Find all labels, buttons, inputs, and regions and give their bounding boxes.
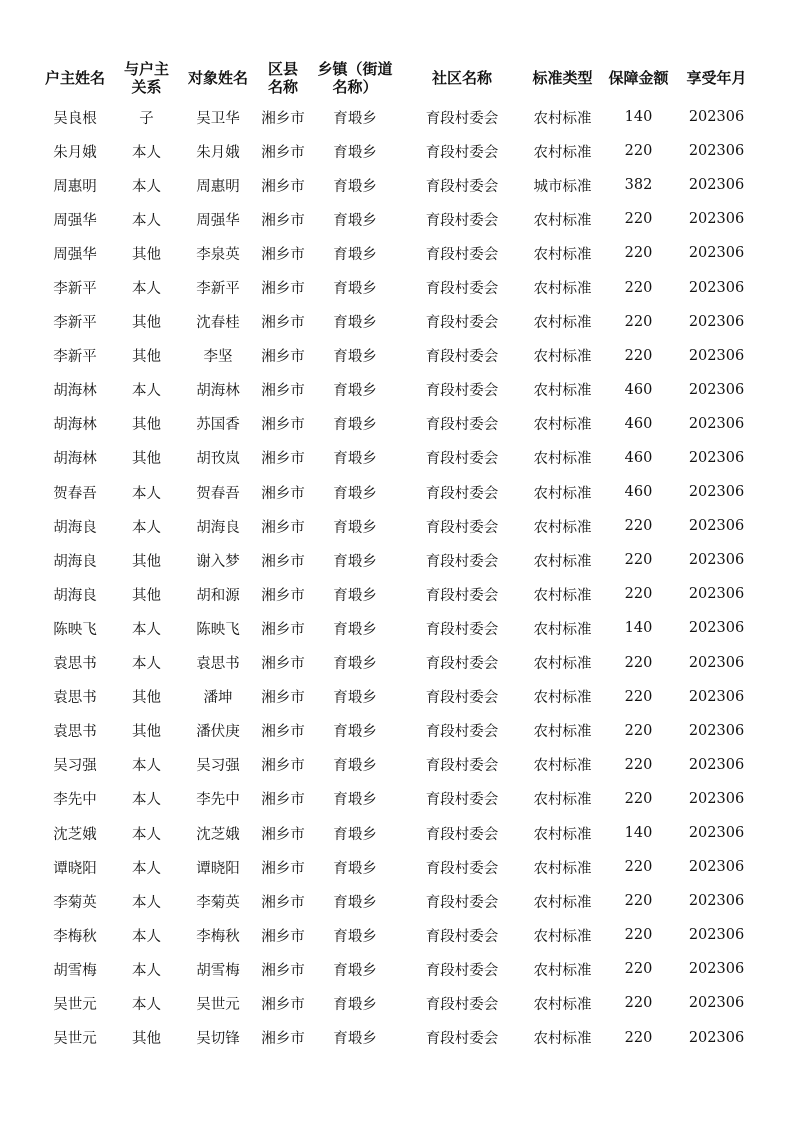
relation-cell: 其他 [132, 690, 161, 707]
table-row [36, 475, 758, 509]
header-relation: 与户主 关系 [123, 60, 169, 96]
householder-name-cell: 胡海良 [53, 587, 97, 604]
period-cell: 202306 [688, 654, 745, 671]
community-cell: 育段村委会 [425, 281, 499, 298]
county-cell: 湘乡市 [261, 724, 305, 741]
relation-cell: 本人 [132, 758, 161, 775]
community-cell: 育段村委会 [425, 110, 499, 127]
standard-type-cell: 农村标准 [533, 758, 592, 775]
amount-cell: 220 [624, 586, 653, 603]
header-householder-name: 户主姓名 [44, 69, 105, 87]
county-cell: 湘乡市 [261, 281, 305, 298]
householder-name-cell: 袁思书 [53, 656, 97, 673]
community-cell: 育段村委会 [425, 621, 499, 638]
township-cell: 育塅乡 [333, 962, 377, 979]
header-standard-type: 标准类型 [532, 69, 593, 87]
county-cell: 湘乡市 [261, 383, 305, 400]
township-cell: 育塅乡 [333, 451, 377, 468]
table-row [36, 952, 758, 986]
relation-cell: 本人 [132, 519, 161, 536]
amount-cell: 220 [624, 245, 653, 262]
county-cell: 湘乡市 [261, 621, 305, 638]
recipient-name-cell: 胡雪梅 [196, 962, 240, 979]
recipient-name-cell: 陈映飞 [196, 621, 240, 638]
relation-cell: 其他 [132, 246, 161, 263]
county-cell: 湘乡市 [261, 451, 305, 468]
standard-type-cell: 农村标准 [533, 519, 592, 536]
period-cell: 202306 [688, 109, 745, 126]
relation-cell: 本人 [132, 792, 161, 809]
relation-cell: 本人 [132, 212, 161, 229]
period-cell: 202306 [688, 143, 745, 160]
county-cell: 湘乡市 [261, 928, 305, 945]
householder-name-cell: 吴世元 [53, 996, 97, 1013]
township-cell: 育塅乡 [333, 758, 377, 775]
township-cell: 育塅乡 [333, 281, 377, 298]
relation-cell: 子 [139, 110, 154, 127]
period-cell: 202306 [688, 381, 745, 398]
township-cell: 育塅乡 [333, 485, 377, 502]
householder-name-cell: 李菊英 [53, 894, 97, 911]
recipient-name-cell: 沈芝娥 [196, 826, 240, 843]
standard-type-cell: 农村标准 [533, 417, 592, 434]
community-cell: 育段村委会 [425, 144, 499, 161]
community-cell: 育段村委会 [425, 212, 499, 229]
relation-cell: 其他 [132, 553, 161, 570]
table-row [36, 134, 758, 168]
householder-name-cell: 陈映飞 [53, 621, 97, 638]
county-cell: 湘乡市 [261, 178, 305, 195]
header-county: 区县 名称 [267, 60, 298, 96]
county-cell: 湘乡市 [261, 962, 305, 979]
table-row [36, 305, 758, 339]
table-row [36, 714, 758, 748]
county-cell: 湘乡市 [261, 996, 305, 1013]
amount-cell: 140 [624, 825, 653, 842]
householder-name-cell: 胡海林 [53, 383, 97, 400]
township-cell: 育塅乡 [333, 724, 377, 741]
county-cell: 湘乡市 [261, 417, 305, 434]
standard-type-cell: 农村标准 [533, 349, 592, 366]
community-cell: 育段村委会 [425, 519, 499, 536]
township-cell: 育塅乡 [333, 110, 377, 127]
recipient-name-cell: 谭晓阳 [196, 860, 240, 877]
community-cell: 育段村委会 [425, 349, 499, 366]
recipient-name-cell: 朱月娥 [196, 144, 240, 161]
county-cell: 湘乡市 [261, 656, 305, 673]
relation-cell: 本人 [132, 860, 161, 877]
township-cell: 育塅乡 [333, 621, 377, 638]
period-cell: 202306 [688, 518, 745, 535]
amount-cell: 220 [624, 927, 653, 944]
amount-cell: 220 [624, 313, 653, 330]
period-cell: 202306 [688, 313, 745, 330]
standard-type-cell: 农村标准 [533, 144, 592, 161]
period-cell: 202306 [688, 211, 745, 228]
standard-type-cell: 农村标准 [533, 894, 592, 911]
county-cell: 湘乡市 [261, 519, 305, 536]
standard-type-cell: 农村标准 [533, 281, 592, 298]
community-cell: 育段村委会 [425, 383, 499, 400]
table-row [36, 100, 758, 134]
amount-cell: 220 [624, 518, 653, 535]
county-cell: 湘乡市 [261, 860, 305, 877]
amount-cell: 382 [624, 177, 653, 194]
community-cell: 育段村委会 [425, 928, 499, 945]
householder-name-cell: 李新平 [53, 315, 97, 332]
householder-name-cell: 周强华 [53, 246, 97, 263]
amount-cell: 220 [624, 552, 653, 569]
township-cell: 育塅乡 [333, 178, 377, 195]
recipient-name-cell: 李菊英 [196, 894, 240, 911]
householder-name-cell: 李新平 [53, 349, 97, 366]
recipient-name-cell: 谢入梦 [196, 553, 240, 570]
township-cell: 育塅乡 [333, 996, 377, 1013]
standard-type-cell: 农村标准 [533, 621, 592, 638]
standard-type-cell: 农村标准 [533, 792, 592, 809]
township-cell: 育塅乡 [333, 212, 377, 229]
township-cell: 育塅乡 [333, 383, 377, 400]
recipient-name-cell: 胡和源 [196, 587, 240, 604]
period-cell: 202306 [688, 484, 745, 501]
householder-name-cell: 胡雪梅 [53, 962, 97, 979]
recipient-name-cell: 吴习强 [196, 758, 240, 775]
amount-cell: 220 [624, 1029, 653, 1046]
community-cell: 育段村委会 [425, 417, 499, 434]
table-row [36, 441, 758, 475]
relation-cell: 其他 [132, 1031, 161, 1048]
community-cell: 育段村委会 [425, 587, 499, 604]
period-cell: 202306 [688, 620, 745, 637]
recipient-name-cell: 李泉英 [196, 246, 240, 263]
amount-cell: 140 [624, 620, 653, 637]
table-row [36, 270, 758, 304]
header-period: 享受年月 [686, 69, 747, 87]
standard-type-cell: 农村标准 [533, 996, 592, 1013]
recipient-name-cell: 胡攼岚 [196, 451, 240, 468]
relation-cell: 本人 [132, 281, 161, 298]
recipient-name-cell: 潘坤 [203, 690, 233, 707]
county-cell: 湘乡市 [261, 690, 305, 707]
relation-cell: 其他 [132, 315, 161, 332]
table-row [36, 782, 758, 816]
county-cell: 湘乡市 [261, 315, 305, 332]
standard-type-cell: 城市标准 [533, 178, 592, 195]
relation-cell: 本人 [132, 928, 161, 945]
householder-name-cell: 吴习强 [53, 758, 97, 775]
period-cell: 202306 [688, 449, 745, 466]
county-cell: 湘乡市 [261, 758, 305, 775]
community-cell: 育段村委会 [425, 894, 499, 911]
period-cell: 202306 [688, 552, 745, 569]
community-cell: 育段村委会 [425, 724, 499, 741]
township-cell: 育塅乡 [333, 349, 377, 366]
recipient-name-cell: 苏国香 [196, 417, 240, 434]
county-cell: 湘乡市 [261, 587, 305, 604]
relation-cell: 其他 [132, 451, 161, 468]
county-cell: 湘乡市 [261, 349, 305, 366]
standard-type-cell: 农村标准 [533, 656, 592, 673]
relation-cell: 本人 [132, 996, 161, 1013]
period-cell: 202306 [688, 859, 745, 876]
relief-roster-sheet [36, 56, 758, 1055]
standard-type-cell: 农村标准 [533, 587, 592, 604]
amount-cell: 220 [624, 790, 653, 807]
relation-cell: 其他 [132, 724, 161, 741]
householder-name-cell: 朱月娥 [53, 144, 97, 161]
table-row [36, 850, 758, 884]
recipient-name-cell: 周惠明 [196, 178, 240, 195]
county-cell: 湘乡市 [261, 246, 305, 263]
period-cell: 202306 [688, 347, 745, 364]
relation-cell: 本人 [132, 178, 161, 195]
standard-type-cell: 农村标准 [533, 1031, 592, 1048]
table-row [36, 543, 758, 577]
recipient-name-cell: 吴卫华 [196, 110, 240, 127]
householder-name-cell: 胡海良 [53, 553, 97, 570]
period-cell: 202306 [688, 825, 745, 842]
township-cell: 育塅乡 [333, 656, 377, 673]
county-cell: 湘乡市 [261, 826, 305, 843]
period-cell: 202306 [688, 893, 745, 910]
township-cell: 育塅乡 [333, 144, 377, 161]
period-cell: 202306 [688, 177, 745, 194]
header-row [36, 56, 758, 100]
table-row [36, 1021, 758, 1055]
relation-cell: 本人 [132, 962, 161, 979]
period-cell: 202306 [688, 1029, 745, 1046]
township-cell: 育塅乡 [333, 894, 377, 911]
amount-cell: 220 [624, 654, 653, 671]
amount-cell: 460 [624, 415, 653, 432]
amount-cell: 220 [624, 347, 653, 364]
relation-cell: 其他 [132, 587, 161, 604]
amount-cell: 220 [624, 279, 653, 296]
county-cell: 湘乡市 [261, 894, 305, 911]
relation-cell: 本人 [132, 826, 161, 843]
table-row [36, 816, 758, 850]
table-row [36, 986, 758, 1020]
standard-type-cell: 农村标准 [533, 553, 592, 570]
header-recipient-name: 对象姓名 [187, 69, 248, 87]
community-cell: 育段村委会 [425, 962, 499, 979]
householder-name-cell: 李梅秋 [53, 928, 97, 945]
community-cell: 育段村委会 [425, 485, 499, 502]
county-cell: 湘乡市 [261, 792, 305, 809]
amount-cell: 220 [624, 143, 653, 160]
county-cell: 湘乡市 [261, 553, 305, 570]
community-cell: 育段村委会 [425, 178, 499, 195]
standard-type-cell: 农村标准 [533, 962, 592, 979]
householder-name-cell: 贺春吾 [53, 485, 97, 502]
community-cell: 育段村委会 [425, 860, 499, 877]
county-cell: 湘乡市 [261, 1031, 305, 1048]
recipient-name-cell: 李新平 [196, 281, 240, 298]
community-cell: 育段村委会 [425, 792, 499, 809]
standard-type-cell: 农村标准 [533, 451, 592, 468]
recipient-name-cell: 胡海林 [196, 383, 240, 400]
period-cell: 202306 [688, 995, 745, 1012]
table-row [36, 202, 758, 236]
relation-cell: 本人 [132, 656, 161, 673]
amount-cell: 460 [624, 484, 653, 501]
amount-cell: 460 [624, 449, 653, 466]
township-cell: 育塅乡 [333, 315, 377, 332]
recipient-name-cell: 贺春吾 [196, 485, 240, 502]
header-amount: 保障金额 [608, 69, 669, 87]
table-row [36, 680, 758, 714]
relation-cell: 本人 [132, 485, 161, 502]
header-community: 社区名称 [431, 69, 492, 87]
table-row [36, 407, 758, 441]
relation-cell: 其他 [132, 349, 161, 366]
community-cell: 育段村委会 [425, 246, 499, 263]
township-cell: 育塅乡 [333, 928, 377, 945]
period-cell: 202306 [688, 722, 745, 739]
community-cell: 育段村委会 [425, 758, 499, 775]
householder-name-cell: 沈芝娥 [53, 826, 97, 843]
householder-name-cell: 胡海良 [53, 519, 97, 536]
community-cell: 育段村委会 [425, 1031, 499, 1048]
period-cell: 202306 [688, 961, 745, 978]
recipient-name-cell: 李先中 [196, 792, 240, 809]
standard-type-cell: 农村标准 [533, 690, 592, 707]
county-cell: 湘乡市 [261, 485, 305, 502]
township-cell: 育塅乡 [333, 792, 377, 809]
amount-cell: 220 [624, 893, 653, 910]
relation-cell: 其他 [132, 417, 161, 434]
householder-name-cell: 周惠明 [53, 178, 97, 195]
period-cell: 202306 [688, 586, 745, 603]
period-cell: 202306 [688, 790, 745, 807]
householder-name-cell: 袁思书 [53, 724, 97, 741]
community-cell: 育段村委会 [425, 826, 499, 843]
recipient-name-cell: 沈春桂 [196, 315, 240, 332]
table-row [36, 884, 758, 918]
amount-cell: 220 [624, 756, 653, 773]
standard-type-cell: 农村标准 [533, 212, 592, 229]
amount-cell: 220 [624, 211, 653, 228]
householder-name-cell: 袁思书 [53, 690, 97, 707]
table-row [36, 168, 758, 202]
recipient-name-cell: 李坚 [203, 349, 233, 366]
period-cell: 202306 [688, 756, 745, 773]
recipient-name-cell: 吴切锋 [196, 1031, 240, 1048]
householder-name-cell: 吴世元 [53, 1031, 97, 1048]
relation-cell: 本人 [132, 621, 161, 638]
community-cell: 育段村委会 [425, 553, 499, 570]
township-cell: 育塅乡 [333, 246, 377, 263]
county-cell: 湘乡市 [261, 110, 305, 127]
amount-cell: 220 [624, 961, 653, 978]
township-cell: 育塅乡 [333, 553, 377, 570]
township-cell: 育塅乡 [333, 417, 377, 434]
recipient-name-cell: 吴世元 [196, 996, 240, 1013]
recipient-name-cell: 袁思书 [196, 656, 240, 673]
standard-type-cell: 农村标准 [533, 860, 592, 877]
relation-cell: 本人 [132, 383, 161, 400]
amount-cell: 220 [624, 859, 653, 876]
period-cell: 202306 [688, 927, 745, 944]
township-cell: 育塅乡 [333, 519, 377, 536]
community-cell: 育段村委会 [425, 656, 499, 673]
standard-type-cell: 农村标准 [533, 928, 592, 945]
county-cell: 湘乡市 [261, 212, 305, 229]
table-row [36, 577, 758, 611]
table-row [36, 373, 758, 407]
relation-cell: 本人 [132, 144, 161, 161]
table-row [36, 236, 758, 270]
amount-cell: 140 [624, 109, 653, 126]
standard-type-cell: 农村标准 [533, 826, 592, 843]
recipient-name-cell: 周强华 [196, 212, 240, 229]
householder-name-cell: 胡海林 [53, 451, 97, 468]
period-cell: 202306 [688, 688, 745, 705]
householder-name-cell: 李先中 [53, 792, 97, 809]
relief-roster-table [36, 56, 758, 1055]
householder-name-cell: 吴良根 [53, 110, 97, 127]
standard-type-cell: 农村标准 [533, 485, 592, 502]
householder-name-cell: 谭晓阳 [53, 860, 97, 877]
amount-cell: 460 [624, 381, 653, 398]
table-row [36, 509, 758, 543]
period-cell: 202306 [688, 415, 745, 432]
table-row [36, 646, 758, 680]
header-township: 乡镇（街道 名称） [317, 60, 393, 96]
table-row [36, 918, 758, 952]
community-cell: 育段村委会 [425, 690, 499, 707]
recipient-name-cell: 李梅秋 [196, 928, 240, 945]
table-row [36, 748, 758, 782]
township-cell: 育塅乡 [333, 1031, 377, 1048]
householder-name-cell: 周强华 [53, 212, 97, 229]
householder-name-cell: 李新平 [53, 281, 97, 298]
recipient-name-cell: 胡海良 [196, 519, 240, 536]
township-cell: 育塅乡 [333, 860, 377, 877]
township-cell: 育塅乡 [333, 587, 377, 604]
recipient-name-cell: 潘伏庚 [196, 724, 240, 741]
period-cell: 202306 [688, 245, 745, 262]
standard-type-cell: 农村标准 [533, 315, 592, 332]
amount-cell: 220 [624, 722, 653, 739]
community-cell: 育段村委会 [425, 996, 499, 1013]
amount-cell: 220 [624, 995, 653, 1012]
community-cell: 育段村委会 [425, 451, 499, 468]
period-cell: 202306 [688, 279, 745, 296]
relation-cell: 本人 [132, 894, 161, 911]
standard-type-cell: 农村标准 [533, 110, 592, 127]
community-cell: 育段村委会 [425, 315, 499, 332]
standard-type-cell: 农村标准 [533, 724, 592, 741]
standard-type-cell: 农村标准 [533, 383, 592, 400]
township-cell: 育塅乡 [333, 826, 377, 843]
householder-name-cell: 胡海林 [53, 417, 97, 434]
township-cell: 育塅乡 [333, 690, 377, 707]
county-cell: 湘乡市 [261, 144, 305, 161]
amount-cell: 220 [624, 688, 653, 705]
table-row [36, 611, 758, 645]
table-row [36, 339, 758, 373]
standard-type-cell: 农村标准 [533, 246, 592, 263]
